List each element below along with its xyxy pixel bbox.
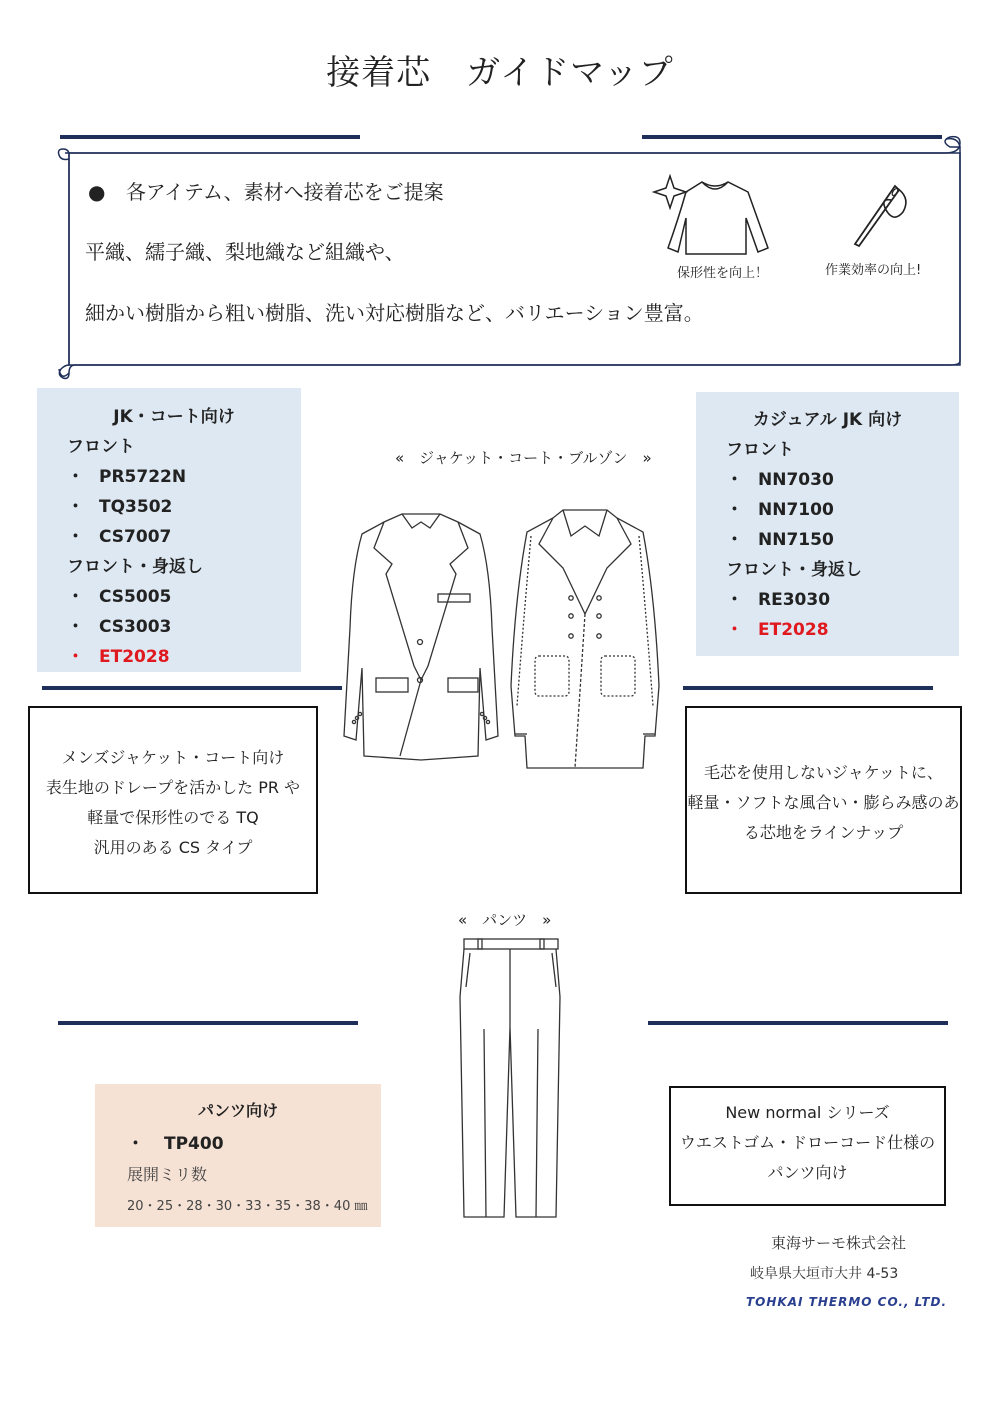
jacket-caption: « ジャケット・コート・ブルゾン » [395, 449, 652, 467]
company-address: 岐阜県大垣市大井 4-53 [750, 1266, 899, 1282]
right-product-panel [696, 392, 959, 656]
intro-lead [88, 176, 444, 205]
pants-sub-label: 展開ミリ数 [127, 1165, 208, 1184]
description-line: 軽量・ソフトな風合い・膨らみ感のあ [687, 793, 960, 812]
needle-icon [845, 178, 915, 253]
intro-line-1: 平織、繻子織、梨地織など組織や、 [85, 240, 405, 264]
pants-panel-heading: パンツ向け [197, 1101, 278, 1120]
list-item: ・ RE3030 [726, 590, 831, 610]
intro-lead-text: 各アイテム、素材へ接着芯をご提案 [125, 180, 444, 204]
left-description-box [28, 706, 318, 894]
description-line: 表生地のドレープを活かした PR や [45, 778, 301, 797]
list-item: ・ CS7007 [67, 527, 172, 547]
bullet-icon: ● [88, 180, 106, 204]
pants-illustration [458, 937, 564, 1221]
list-item-highlight: ・ ET2028 [67, 647, 170, 667]
list-item: ・ TQ3502 [67, 497, 173, 517]
right-section-front: フロント [726, 440, 794, 460]
description-line: メンズジャケット・コート向け [61, 748, 285, 767]
list-item: ・ NN7100 [726, 500, 834, 520]
right-description-box [685, 706, 962, 894]
description-line: 汎用のある CS タイプ [93, 838, 253, 857]
list-item-highlight: ・ ET2028 [726, 620, 829, 640]
description-line: ウエストゴム・ドローコード仕様の [679, 1133, 936, 1152]
mid-left-rule [42, 686, 342, 690]
low-left-rule [58, 1021, 358, 1025]
new-normal-box [669, 1086, 946, 1206]
list-item: ・ NN7030 [726, 470, 834, 490]
description-line: る芯地をラインナップ [743, 823, 904, 842]
list-item: ・ CS3003 [67, 617, 172, 637]
page-title: 接着芯 ガイドマップ [326, 53, 674, 93]
left-section-front: フロント [67, 437, 135, 457]
company-logo: TOHKAI THERMO CO., LTD. [746, 1295, 948, 1309]
low-right-rule [648, 1021, 948, 1025]
list-item: ・ PR5722N [67, 467, 187, 487]
sweater-icon [650, 170, 775, 260]
intro-line-2: 細かい樹脂から粗い樹脂、洗い対応樹脂など、バリエーション豊富。 [85, 301, 704, 325]
list-item: ・ TP400 [127, 1134, 224, 1154]
icon1-caption: 保形性を向上！ [677, 266, 769, 281]
icon2-caption: 作業効率の向上! [825, 263, 922, 278]
description-line: New normal シリーズ [725, 1103, 890, 1122]
description-line: 軽量で保形性のでる TQ [87, 808, 259, 827]
left-product-panel [37, 388, 301, 672]
pants-product-panel [95, 1084, 381, 1227]
jacket-illustration [340, 508, 502, 768]
description-line: パンツ向け [767, 1163, 848, 1182]
left-panel-heading: JK・コート向け [113, 407, 235, 427]
pants-sizes: 20・25・28・30・33・35・38・40 ㎜ [127, 1199, 368, 1214]
list-item: ・ NN7150 [726, 530, 834, 550]
right-section-front-facing: フロント・身返し [726, 560, 862, 580]
description-line: 毛芯を使用しないジャケットに、 [704, 763, 943, 782]
pants-caption: « パンツ » [458, 911, 552, 929]
right-panel-heading: カジュアル JK 向け [752, 410, 903, 430]
list-item: ・ CS5005 [67, 587, 172, 607]
company-name: 東海サーモ株式会社 [771, 1234, 907, 1252]
coat-illustration [505, 506, 665, 772]
left-section-front-facing: フロント・身返し [67, 557, 203, 577]
mid-right-rule [683, 686, 933, 690]
